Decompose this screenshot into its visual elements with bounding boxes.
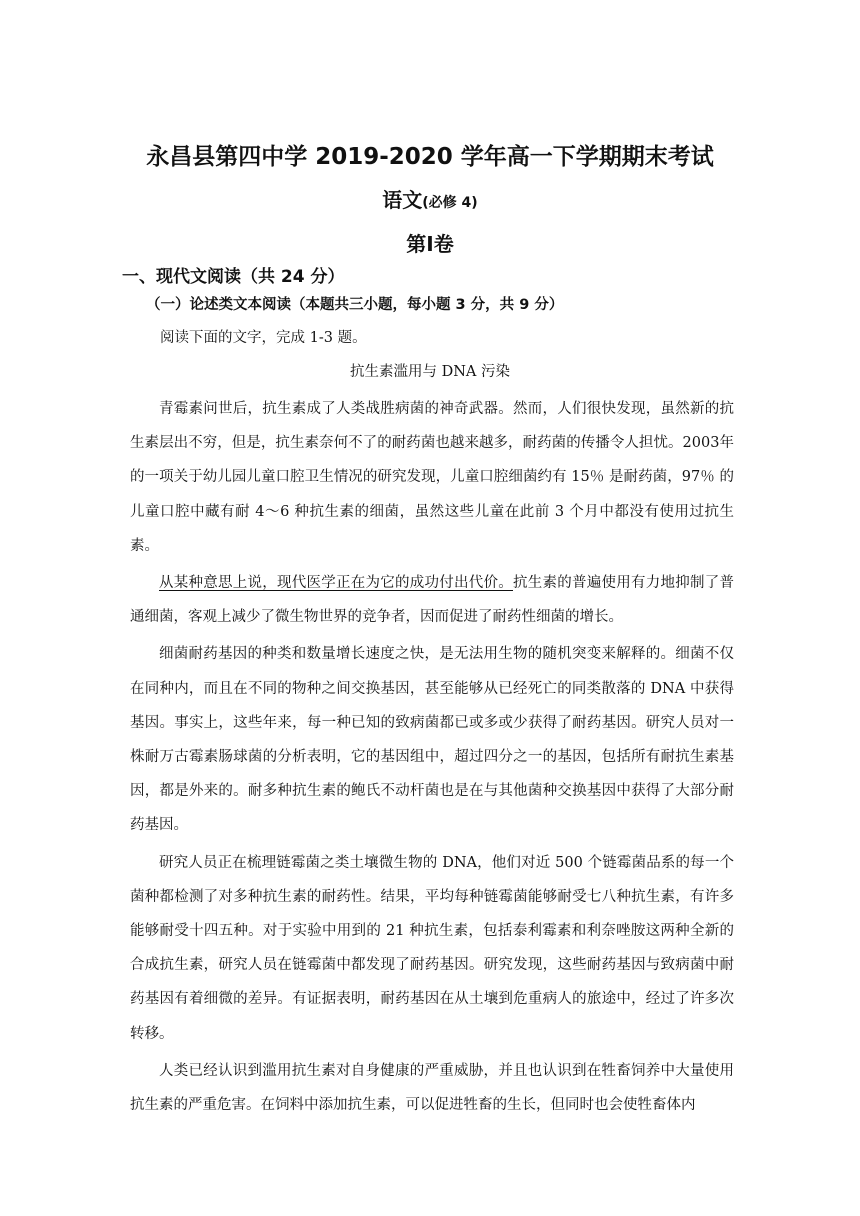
reading-instruction: 阅读下面的文字，完成 1-3 题。	[160, 330, 367, 346]
sub-section-heading: （一）论述类文本阅读（本题共三小题，每小题 3 分，共 9 分）	[146, 297, 564, 313]
paragraph-2	[130, 566, 734, 634]
paragraph-1: 青霉素问世后，抗生素成了人类战胜病菌的神奇武器。然而，人们很快发现，虽然新的抗生素层出不穷，但是，抗生素奈何不了的耐药菌也越来越多，耐药菌的传播令人担忧。2003年的一项关于幼儿园儿童口腔卫生情况的研究发现，儿童口腔细菌约有 15％ 是耐药菌，97％ 的儿童口腔中藏有耐 4～6 种抗生素的细菌，虽然这些儿童在此前 3 个月中都没有使用过抗生素。	[130, 401, 734, 554]
subject-line	[0, 184, 860, 213]
underlined-sentence: 从某种意思上说，现代医学正在为它的成功付出代价。	[159, 575, 513, 592]
section-heading: 一、现代文阅读（共 24 分）	[122, 267, 345, 287]
article-body	[130, 392, 734, 1122]
paragraph-3: 细菌耐药基因的种类和数量增长速度之快，是无法用生物的随机突变来解释的。细菌不仅在同种内，而且在不同的物种之间交换基因，甚至能够从已经死亡的同类散落的 DNA 中获得基因。事实上，这些年来，每一种已知的致病菌都已或多或少获得了耐药基因。研究人员对一株耐万古霉素肠球菌的分析表明，它的基因组中，超过四分之一的基因，包括所有耐抗生素基因，都是外来的。耐多种抗生素的鲍氏不动杆菌也是在与其他菌种交换基因中获得了大部分耐药基因。	[130, 646, 734, 834]
volume-heading: 第Ⅰ卷	[406, 232, 454, 256]
article-title: 抗生素滥用与 DNA 污染	[349, 364, 510, 380]
paragraph-5: 人类已经认识到滥用抗生素对自身健康的严重威胁，并且也认识到在牲畜饲养中大量使用抗生素的严重危害。在饲料中添加抗生素，可以促进牲畜的生长，但同时也会使牲畜体内	[130, 1062, 734, 1114]
subject-name: 语文	[382, 188, 423, 212]
paragraph-2-rest: 抗生素的普遍使用有力地抑制了普通细菌，客观上减少了微生物世界的竞争者，因而促进了耐药性细菌的增长。	[130, 575, 734, 626]
subject-note: (必修 4)	[422, 195, 478, 211]
paragraph-4: 研究人员正在梳理链霉菌之类土壤微生物的 DNA，他们对近 500 个链霉菌品系的每一个菌种都检测了对多种抗生素的耐药性。结果，平均每种链霉菌能够耐受七八种抗生素，有许多能够耐受十四五种。对于实验中用到的 21 种抗生素，包括泰利霉素和利奈唑胺这两种全新的合成抗生素，研究人员在链霉菌中都发现了耐药基因。研究发现，这些耐药基因与致病菌中耐药基因有着细微的差异。有证据表明，耐药基因在从土壤到危重病人的旅途中，经过了许多次转移。	[130, 854, 734, 1042]
exam-title: 永昌县第四中学 2019-2020 学年高一下学期期末考试	[146, 144, 714, 170]
